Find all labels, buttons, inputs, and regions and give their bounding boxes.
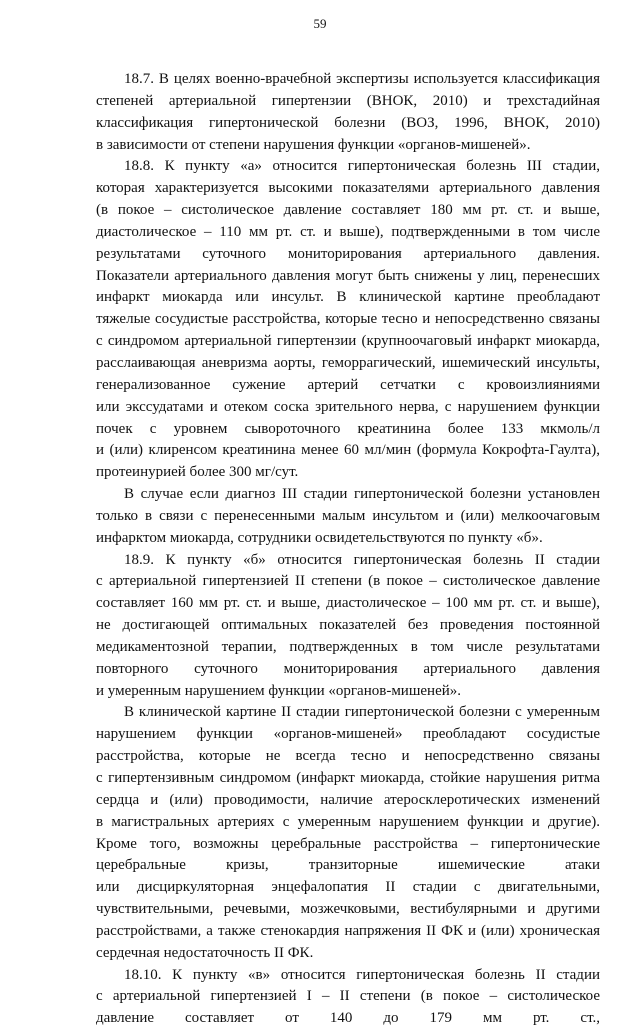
text-line: 18.7. В целях военно-врачебной экспертизы используется классификация [124, 71, 600, 87]
text-line: почек с уровнем сывороточного креатинина более 133 мкмоль/л [96, 420, 600, 437]
text-line: и (или) клиренсом креатинина менее 60 мл/мин (формула Кокрофта-Гаулта), [96, 442, 600, 459]
text-line: диастолическое – 110 мм рт. ст. и выше), подтвержденными в том числе [96, 223, 600, 240]
text-line: и умеренным нарушением функции «органов-мишеней». [96, 682, 462, 699]
text-line: только в связи с перенесенными малым инсультом и (или) мелкоочаговым [96, 507, 600, 524]
text-line: результатами суточного мониторирования артериального давления. [96, 245, 600, 262]
text-line: 18.8. К пункту «а» относится гипертоническая болезнь III стадии, [124, 158, 600, 175]
text-line: с артериальной гипертензией I – II степени (в покое – систолическое [96, 988, 600, 1005]
text-line: чувствительными, речевыми, мозжечковыми, вестибулярными и другими [96, 901, 600, 918]
text-line: давление составляет от 140 до 179 мм рт. ст., [96, 1010, 600, 1027]
text-line: сердца и (или) проводимости, наличие атеросклеротических изменений [96, 791, 600, 808]
text-line: в зависимости от степени нарушения функции «органов-мишеней». [96, 136, 531, 153]
text-line: расстройства, которые не всегда тесно и непосредственно связаны [96, 748, 600, 765]
text-line: Показатели артериального давления могут быть снижены у лиц, перенесших [96, 267, 600, 284]
text-line: которая характеризуется высокими показателями артериального давления [96, 180, 600, 197]
text-line: или дисциркуляторная энцефалопатия II стадии с двигательными, [96, 879, 600, 896]
text-line: с синдромом артериальной гипертензии (крупноочаговый инфаркт миокарда, [96, 333, 600, 350]
text-line: 18.9. К пункту «б» относится гипертоническая болезнь II стадии [124, 551, 600, 568]
text-line: нарушением функции «органов-мишеней» преобладают сосудистые [96, 726, 600, 743]
text-line: классификация гипертонической болезни (ВОЗ, 1996, ВНОК, 2010) [96, 114, 600, 131]
text-line: 18.10. К пункту «в» относится гипертоническая болезнь II стадии [124, 966, 600, 983]
text-line: В случае если диагноз III стадии гипертонической болезни установлен [124, 486, 600, 503]
text-line: генерализованное сужение артерий сетчатки с кровоизлияниями [96, 376, 600, 393]
text-line: сердечная недостаточность II ФК. [96, 944, 314, 961]
text-line: с гипертензивным синдромом (инфаркт миокарда, стойкие нарушения ритма [96, 770, 600, 786]
text-line: расстройствами, а также стенокардия напряжения II ФК и (или) хроническая [96, 922, 600, 939]
text-line: расслаивающая аневризма аорты, геморрагический, ишемический инсульты, [96, 354, 600, 371]
text-line: в магистральных артериях с умеренным нарушением функции и другие). [96, 813, 600, 830]
text-line: (в покое – систолическое давление составляет 180 мм рт. ст. и выше, [96, 202, 600, 219]
text-line: тяжелые сосудистые расстройства, которые тесно и непосредственно связаны [96, 311, 600, 328]
text-line: инфарктом миокарда, сотрудники освидетельствуются по пункту «б». [96, 529, 543, 546]
text-line: повторного суточного мониторирования артериального давления [96, 660, 600, 677]
text-line: с артериальной гипертензией II степени (в покое – систолическое давление [96, 573, 600, 590]
text-line: инфаркт миокарда или инсульт. В клинической картине преобладают [96, 289, 600, 306]
text-line: Кроме того, возможны церебральные расстройства – гипертонические [96, 835, 600, 852]
text-line: протеинурией более 300 мг/сут. [96, 464, 299, 481]
text-line: или экссудатами и отеком соска зрительного нерва, с нарушением функции [96, 398, 600, 415]
page-number: 59 [313, 16, 327, 31]
text-line: не достигающей оптимальных показателей без проведения постоянной [96, 617, 600, 634]
text-line: степеней артериальной гипертензии (ВНОК, 2010) и трехстадийная [96, 92, 600, 109]
text-line: церебральные кризы, транзиторные ишемические атаки [96, 857, 600, 874]
text-line: медикаментозной терапии, подтвержденных в том числе результатами [96, 638, 600, 655]
body-text [96, 69, 600, 1030]
text-line: составляет 160 мм рт. ст. и выше, диастолическое – 100 мм рт. ст. и выше), [96, 595, 600, 612]
text-line: В клинической картине II стадии гипертонической болезни с умеренным [124, 704, 600, 721]
